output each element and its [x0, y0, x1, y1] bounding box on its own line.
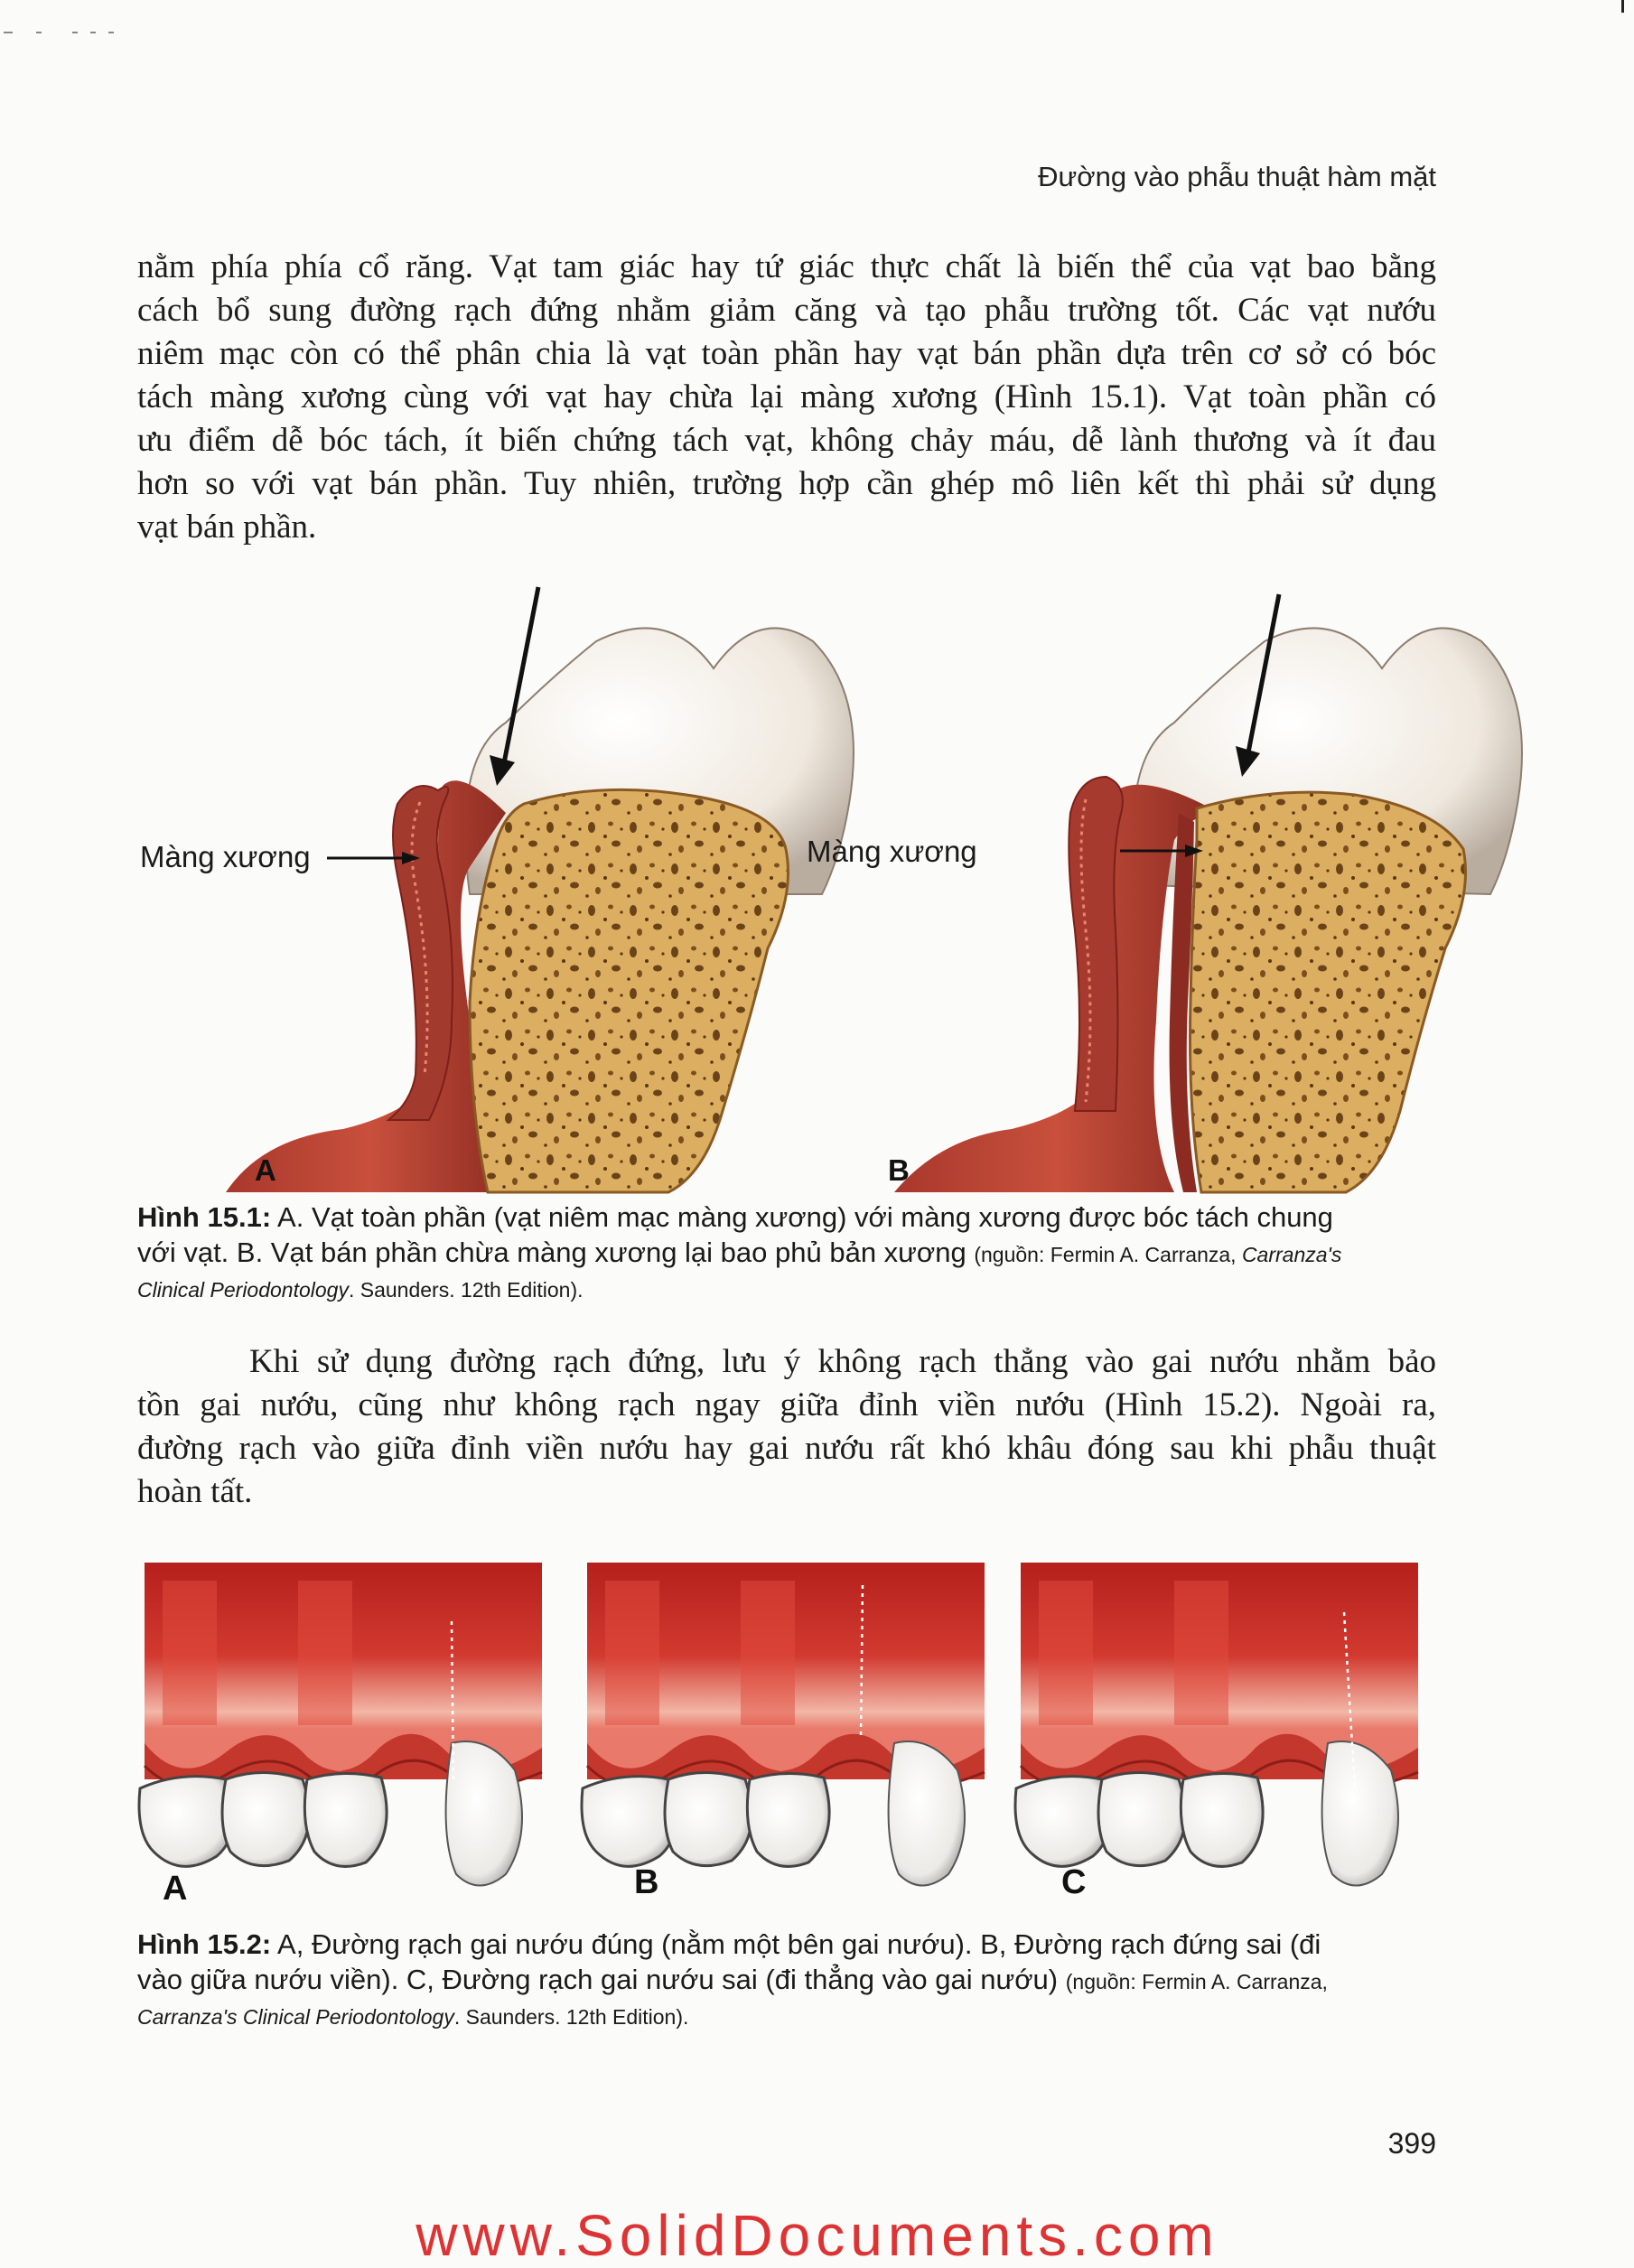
paragraph-line: vạt bán phần.	[137, 509, 317, 546]
watermark: www.SolidDocuments.com	[416, 2203, 1219, 2268]
caption-source: . Saunders. 12th Edition).	[453, 2005, 689, 2029]
paragraph-line: Khi sử dụng đường rạch đứng, lưu ý không rạch thẳng vào gai nướu nhằm bảo	[249, 1343, 1436, 1380]
figure1-label-b: B	[888, 1153, 910, 1187]
paragraph-line: ưu điểm dễ bóc tách, ít biến chứng tách vạt, không chảy máu, dễ lành thương và ít đau	[137, 422, 1436, 459]
paragraph-line: tồn gai nướu, cũng như không rạch ngay giữa đỉnh viền nướu (Hình 15.2). Ngoài ra,	[137, 1386, 1436, 1423]
figure2-label-b: B	[634, 1863, 659, 1901]
paragraph-line: cách bổ sung đường rạch đứng nhằm giảm căng và tạo phẫu trường tốt. Các vạt nướu	[137, 292, 1436, 329]
paragraph-1	[137, 246, 1436, 549]
page-number: 399	[1387, 2127, 1436, 2160]
caption-source: (nguồn: Fermin A. Carranza,	[1065, 1970, 1328, 1993]
caption-label: Hình 15.1:	[137, 1201, 272, 1233]
caption-source: (nguồn: Fermin A. Carranza,	[974, 1243, 1242, 1266]
paragraph-line: tách màng xương cùng với vạt hay chừa lại màng xương (Hình 15.1). Vạt toàn phần có	[137, 378, 1436, 415]
figure-15-2-illustration	[145, 1558, 1436, 1892]
caption-text: A. Vạt toàn phần (vạt niêm mạc màng xương) với màng xương được bóc tách chung	[271, 1201, 1333, 1233]
panel-b-drawing	[894, 594, 1522, 1192]
figure2-label-c: C	[1061, 1863, 1087, 1901]
figure1-label-a: A	[255, 1153, 276, 1187]
paragraph-line: hoàn tất.	[137, 1473, 253, 1510]
scan-artifact-dashes	[0, 31, 181, 34]
figure-15-1-illustration	[126, 569, 1445, 1192]
figure-15-1-caption	[137, 1199, 1436, 1308]
running-header: Đường vào phẫu thuật hàm mặt	[1038, 161, 1436, 192]
annotation-periosteum-b: Màng xương	[807, 835, 977, 868]
caption-source-book: Clinical Periodontology	[137, 1278, 349, 1302]
figure2-label-a: A	[163, 1870, 188, 1908]
paragraph-line: hơn so với vạt bán phần. Tuy nhiên, trường hợp cần ghép mô liên kết thì phải sử dụng	[137, 465, 1436, 502]
caption-source: . Saunders. 12th Edition).	[348, 1278, 584, 1302]
annotation-periosteum-a: Màng xương	[140, 840, 311, 873]
caption-text: với vạt. B. Vạt bán phần chừa màng xương lại bao phủ bản xương	[137, 1237, 975, 1268]
paragraph-line: niêm mạc còn có thể phân chia là vạt toàn phần hay vạt bán phần dựa trên cơ sở có bóc	[137, 335, 1436, 372]
paragraph-line: đường rạch vào giữa đỉnh viền nướu hay gai nướu rất khó khâu đóng sau khi phẫu thuật	[137, 1430, 1436, 1467]
figure-15-2-caption	[137, 1927, 1436, 2035]
caption-text: vào giữa nướu viền). C, Đường rạch gai nướu sai (đi thẳng vào gai nướu)	[137, 1964, 1066, 1995]
scan-artifact-mark	[1621, 0, 1624, 13]
panel-a-drawing	[226, 587, 854, 1192]
caption-text: A, Đường rạch gai nướu đúng (nằm một bên gai nướu). B, Đường rạch đứng sai (đi	[271, 1928, 1321, 1960]
paragraph-2	[137, 1340, 1436, 1514]
paragraph-line: nằm phía phía cổ răng. Vạt tam giác hay tứ giác thực chất là biến thể của vạt bao bằng	[137, 248, 1436, 285]
caption-label: Hình 15.2:	[137, 1928, 272, 1960]
caption-source-book: Carranza's	[1241, 1243, 1342, 1266]
caption-source-book: Carranza's Clinical Periodontology	[137, 2005, 454, 2029]
